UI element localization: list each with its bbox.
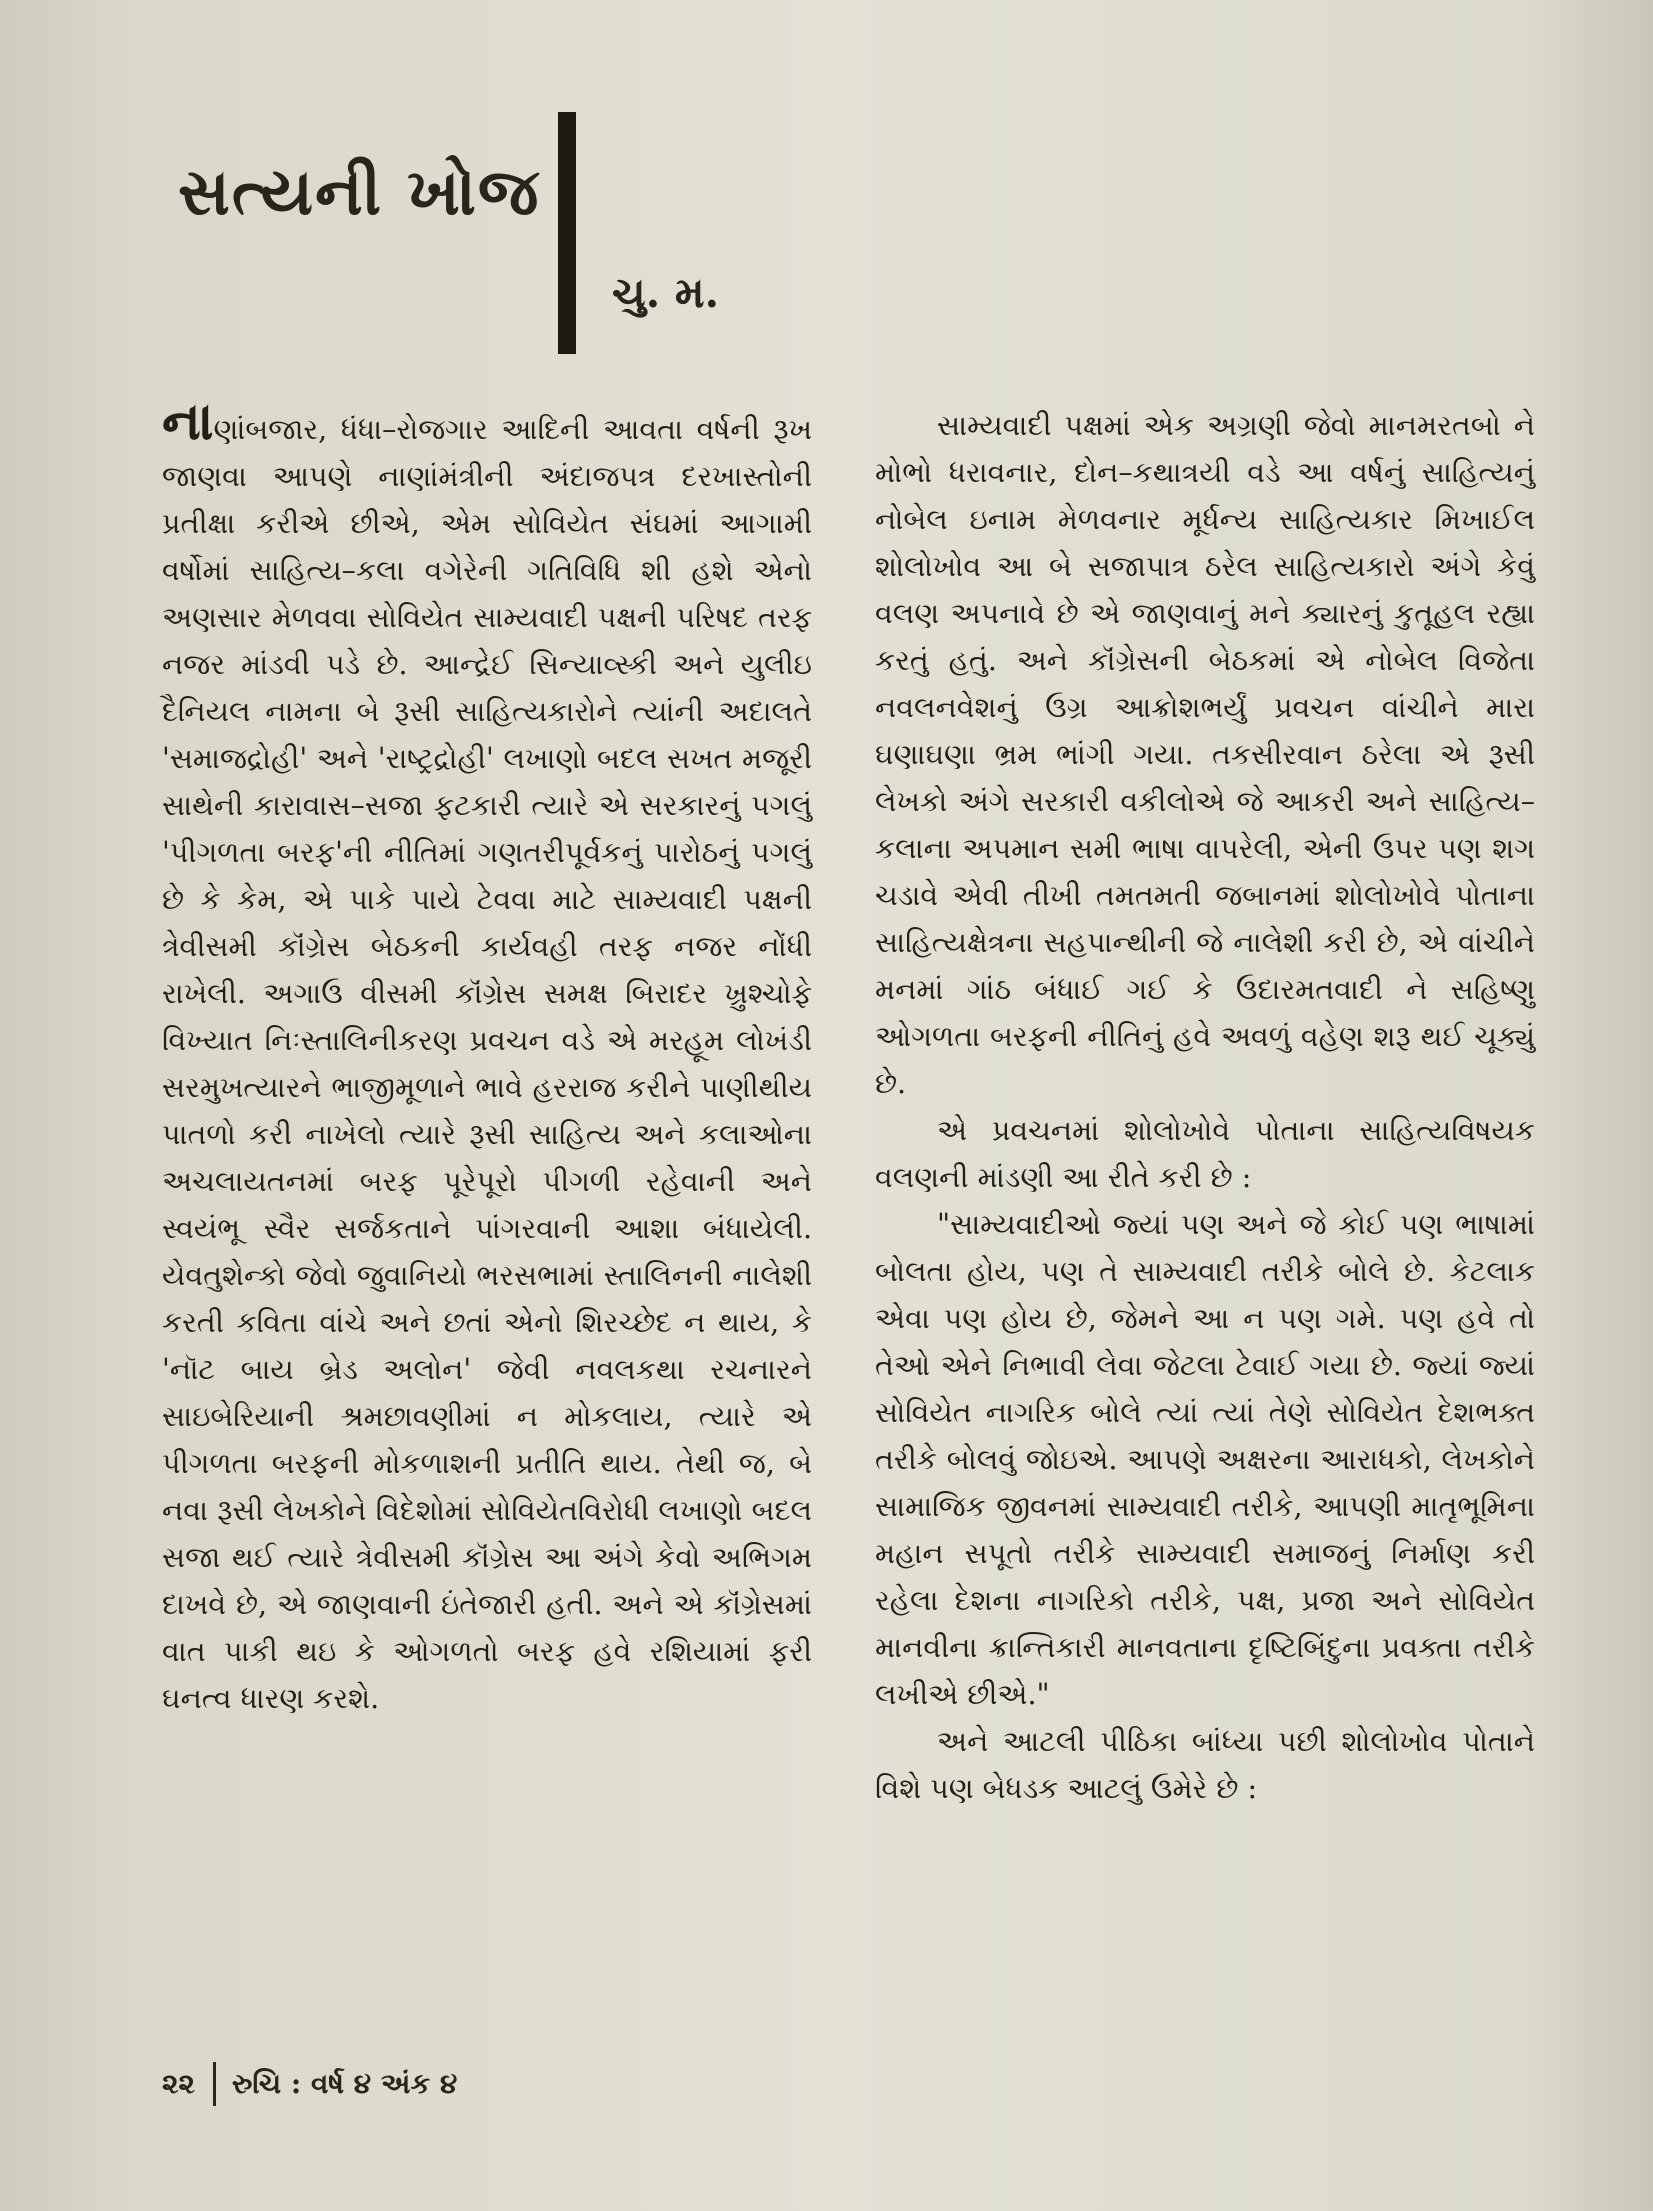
right-column bbox=[875, 402, 1535, 1812]
author-byline: ચુ. મ. bbox=[612, 268, 720, 317]
right-paragraph-4: અને આટલી પીઠિકા બાંધ્યા પછી શોલોખોવ પોતાને વિશે પણ બેધડક આટલું ઉમેરે છે : bbox=[875, 1725, 1535, 1805]
left-paragraph bbox=[162, 391, 812, 1722]
left-paragraph-text: ણાંબજાર, ધંધા–રોજગાર આદિની આવતા વર્ષની રૂખ જાણવા આપણે નાણાંમંત્રીની અંદાજપત્ર દરખાસ્તોની પ્રતીક્ષા કરીએ છીએ, એમ સોવિયેત સંઘમાં આગામી વર્ષોમાં સાહિત્ય–કલા વગેરેની ગતિવિધિ શી હશે એનો અણસાર મેળવવા સોવિયેત સામ્યવાદી પક્ષની પરિષદ તરફ નજર માંડવી પડે છે. આન્દ્રેઈ સિન્યાવ્સ્કી અને યુલીઇ દૈનિયલ નામના બે રૂસી સાહિત્યકારોને ત્યાંની અદાલતે 'સમાજદ્રોહી' અને 'રાષ્ટ્રદ્રોહી' લખાણો બદલ સખત મજૂરી સાથેની કારાવાસ–સજા ફટકારી ત્યારે એ સરકારનું પગલું 'પીગળતા બરફ'ની નીતિમાં ગણતરીપૂર્વકનું પારોઠનું પગલું છે કે કેમ, એ પાકે પાયે ટેવવા માટે સામ્યવાદી પક્ષની ત્રેવીસમી કૉંગ્રેસ બેઠકની કાર્યવહી તરફ નજર નોંધી રાખેલી. અગાઉ વીસમી કૉંગ્રેસ સમક્ષ બિરાદર ખ્રુશ્ચોફે વિખ્યાત નિઃસ્તાલિનીકરણ પ્રવચન વડે એ મરહૂમ લોખંડી સરમુખત્યારને ભાજીમૂળાને ભાવે હરરાજ કરીને પાણીથીય પાતળો કરી નાખેલો ત્યારે રૂસી સાહિત્ય અને કલાઓના અચલાયતનમાં બરફ પૂરેપૂરો પીગળી રહેવાની અને સ્વયંભૂ સ્વૈર સર્જકતાને પાંગરવાની આશા બંધાયેલી. યેવતુશેન્કો જેવો જુવાનિયો ભરસભામાં સ્તાલિનની નાલેશી કરતી કવિતા વાંચે અને છતાં એનો શિરચ્છેદ ન થાય, કે 'નૉટ બાય બ્રેડ અલોન' જેવી નવલકથા રચનારને સાઇબેરિયાની શ્રમછાવણીમાં ન મોકલાય, ત્યારે એ પીગળતા બરફની મોકળાશની પ્રતીતિ થાય. તેથી જ, બે નવા રૂસી લેખકોને વિદેશોમાં સોવિયેતવિરોધી લખાણો બદલ સજા થઈ ત્યારે ત્રેવીસમી કૉંગ્રેસ આ અંગે કેવો અભિગમ દાખવે છે, એ જાણવાની ઇંતેજારી હતી. અને એ કૉંગ્રેસમાં વાત પાકી થઇ કે ઓગળતો બરફ હવે રશિયામાં ફરી ઘનત્વ ધારણ કરશે. bbox=[162, 413, 812, 1715]
right-paragraph-2: એ પ્રવચનમાં શોલોખોવે પોતાના સાહિત્યવિષયક વલણની માંડણી આ રીતે કરી છે : bbox=[875, 1114, 1535, 1194]
left-column bbox=[162, 391, 812, 1722]
right-quote-paragraph: "સામ્યવાદીઓ જ્યાં પણ અને જે કોઈ પણ ભાષામાં બોલતા હોય, પણ તે સામ્યવાદી તરીકે બોલે છે. કેટલાક એવા પણ હોય છે, જેમને આ ન પણ ગમે. પણ હવે તો તેઓ એને નિભાવી લેવા જેટલા ટેવાઈ ગયા છે. જ્યાં જ્યાં સોવિયેત નાગરિક બોલે ત્યાં ત્યાં તેણે સોવિયેત દેશભક્ત તરીકે બોલવું જોઇએ. આપણે અક્ષરના આરાધકો, લેખકોને સામાજિક જીવનમાં સામ્યવાદી તરીકે, આપણી માતૃભૂમિના મહાન સપૂતો તરીકે સામ્યવાદી સમાજનું નિર્માણ કરી રહેલા દેશના નાગરિકો તરીકે, પક્ષ, પ્રજા અને સોવિયેત માનવીના ક્રાન્તિકારી માનવતાના દૃષ્ટિબિંદુના પ્રવક્તા તરીકે લખીએ છીએ." bbox=[875, 1208, 1535, 1711]
title-divider bbox=[558, 112, 576, 354]
page-number: ૨૨ bbox=[162, 2067, 195, 2100]
footer-divider bbox=[213, 2062, 216, 2106]
page-footer bbox=[162, 2062, 457, 2106]
drop-cap: ના bbox=[162, 391, 214, 452]
page-title: સત્યની ખોજ bbox=[178, 155, 541, 230]
right-paragraph-1: સામ્યવાદી પક્ષમાં એક અગ્રણી જેવો માનમરતબો ને મોભો ધરાવનાર, દોન–કથાત્રયી વડે આ વર્ષનું સાહિત્યનું નોબેલ ઇનામ મેળવનાર મૂર્ધન્ય સાહિત્યકાર મિખાઈલ શોલોખોવ આ બે સજાપાત્ર ઠરેલ સાહિત્યકારો અંગે કેવું વલણ અપનાવે છે એ જાણવાનું મને ક્યારનું કુતૂહલ રહ્યા કરતું હતું. અને કૉંગ્રેસની બેઠકમાં એ નોબેલ વિજેતા નવલનવેશનું ઉગ્ર આક્રોશભર્યું પ્રવચન વાંચીને મારા ઘણાઘણા ભ્રમ ભાંગી ગયા. તકસીરવાન ઠરેલા એ રૂસી લેખકો અંગે સરકારી વકીલોએ જે આકરી અને સાહિત્ય–કલાના અપમાન સમી ભાષા વાપરેલી, એની ઉપર પણ શગ ચડાવે એવી તીખી તમતમતી જબાનમાં શોલોખોવે પોતાના સાહિત્યક્ષેત્રના સહપાન્થીની જે નાલેશી કરી છે, એ વાંચીને મનમાં ગાંઠ બંધાઈ ગઈ કે ઉદારમતવાદી ને સહિષ્ણુ ઓગળતા બરફની નીતિનું હવે અવળું વહેણ શરૂ થઈ ચૂક્યું છે. bbox=[875, 409, 1535, 1100]
issue-label: રુચિ : વર્ષ ૪ અંક ૪ bbox=[231, 2067, 458, 2100]
